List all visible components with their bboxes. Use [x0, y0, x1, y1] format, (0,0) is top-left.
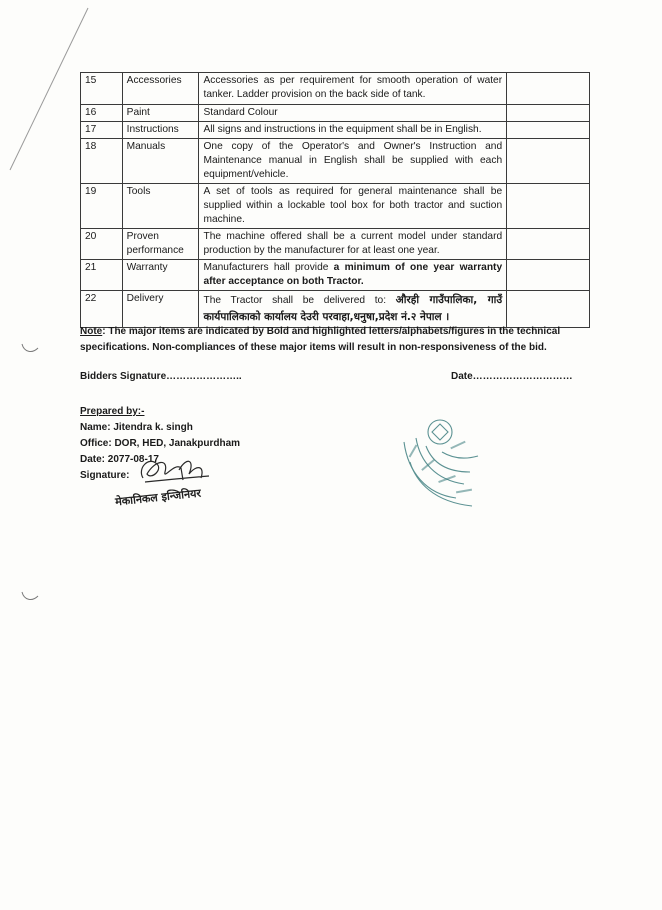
signature-date-line [80, 371, 580, 382]
row-description [199, 291, 507, 328]
row-item: Tools [122, 184, 199, 229]
row-number: 17 [81, 122, 123, 139]
table-row [81, 291, 590, 328]
row-item: Accessories [122, 73, 199, 105]
row-item: Instructions [122, 122, 199, 139]
row-number: 20 [81, 229, 123, 260]
binder-hole-mark [20, 590, 40, 604]
date-field: Date………………………… [451, 371, 573, 382]
row-item: Proven performance [122, 229, 199, 260]
note-text: : The major items are indicated by Bold and highlighted letters/alphabets/figures in the technical specifications. Non-compliances of these major items will result in non-responsiveness of the bid. [80, 326, 561, 353]
row-compliance [507, 184, 590, 229]
office-seal-stamp [386, 402, 496, 512]
table-row [81, 73, 590, 105]
row-number: 16 [81, 105, 123, 122]
row-compliance [507, 73, 590, 105]
row-item: Paint [122, 105, 199, 122]
binder-hole-mark [20, 342, 40, 356]
row-description: The machine offered shall be a current model under standard production by the manufacturer for at least one year. [199, 229, 507, 260]
prepared-date: Date: 2077-08-17 [80, 454, 159, 465]
warranty-bold-text: a minimum of one year warranty after acceptance on both Tractor. [203, 262, 503, 287]
row-number: 18 [81, 139, 123, 184]
row-item: Warranty [122, 260, 199, 291]
row-number: 19 [81, 184, 123, 229]
row-compliance [507, 122, 590, 139]
row-item: Delivery [122, 291, 199, 328]
row-description: One copy of the Operator's and Owner's Instruction and Maintenance manual in English shall be supplied with each equipment/vehicle. [199, 139, 507, 184]
row-compliance [507, 229, 590, 260]
row-description: All signs and instructions in the equipment shall be in English. [199, 122, 507, 139]
row-compliance [507, 260, 590, 291]
prepared-office: Office: DOR, HED, Janakpurdham [80, 438, 241, 449]
note-paragraph [80, 324, 600, 356]
warranty-text: Manufacturers hall provide [203, 262, 334, 273]
table-row [81, 139, 590, 184]
row-number: 21 [81, 260, 123, 291]
table-row [81, 229, 590, 260]
prepared-name: Name: Jitendra k. singh [80, 422, 193, 433]
row-description [199, 260, 507, 291]
row-compliance [507, 105, 590, 122]
prepared-title: Prepared by:- [80, 406, 145, 417]
bidders-signature: Bidders Signature………………….. [80, 371, 242, 382]
note-label: Note [80, 326, 103, 337]
handwritten-signature [135, 450, 215, 490]
prepared-signature-label: Signature: [80, 470, 130, 481]
row-description: Standard Colour [199, 105, 507, 122]
table-row [81, 122, 590, 139]
row-compliance [507, 139, 590, 184]
table-row [81, 184, 590, 229]
specification-table [80, 72, 590, 328]
row-description: A set of tools as required for general maintenance shall be supplied within a lockable tool box for both tractor and suction machine. [199, 184, 507, 229]
row-description: Accessories as per requirement for smooth operation of water tanker. Ladder provision on the back side of tank. [199, 73, 507, 105]
table-row [81, 260, 590, 291]
row-number: 22 [81, 291, 123, 328]
table-row [81, 105, 590, 122]
row-number: 15 [81, 73, 123, 105]
delivery-address: औरही गाउँपालिका, गाउँ कार्यपालिकाको कार्यालय देउरी परवाहा,धनुषा,प्रदेश नं.२ नेपाल । [203, 294, 503, 323]
designation-text: मेकानिकल इन्जिनियर [114, 486, 202, 509]
row-compliance [507, 291, 590, 328]
row-item: Manuals [122, 139, 199, 184]
delivery-text: The Tractor shall be delivered to: [203, 295, 396, 306]
